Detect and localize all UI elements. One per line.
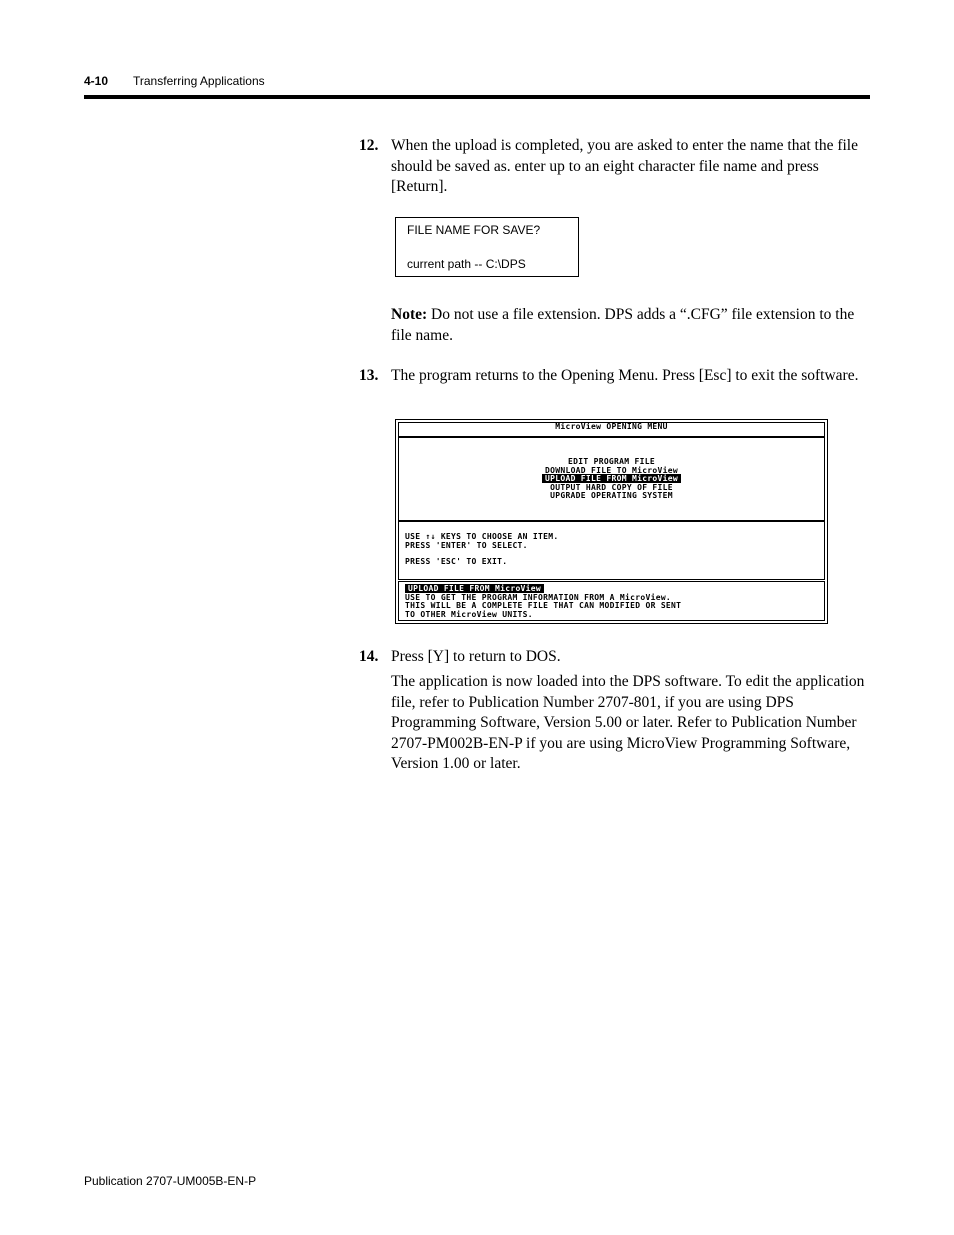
- prompt-line: FILE NAME FOR SAVE?: [407, 223, 541, 237]
- current-path-line: current path -- C:\DPS: [407, 257, 526, 271]
- help-line: USE ↑↓ KEYS TO CHOOSE AN ITEM.: [405, 532, 559, 541]
- step-text: Press [Y] to return to DOS.: [391, 648, 561, 665]
- menu-item[interactable]: OUTPUT HARD COPY OF FILE: [550, 482, 673, 492]
- opening-menu-screenshot: [395, 419, 828, 624]
- step-13: [359, 366, 869, 387]
- description-line: USE TO GET THE PROGRAM INFORMATION FROM A MicroView.: [405, 592, 672, 602]
- menu-item[interactable]: DOWNLOAD FILE TO MicroView: [544, 465, 679, 475]
- section-title: Transferring Applications: [133, 74, 265, 88]
- help-line: PRESS 'ENTER' TO SELECT.: [405, 540, 528, 550]
- step-12: [359, 136, 869, 198]
- note-paragraph: [391, 305, 869, 346]
- help-line: PRESS 'ESC' TO EXIT.: [405, 557, 508, 566]
- step-text: When the upload is completed, you are asked to enter the name that the file should be saved as. enter up to an eight character file name and press [Return].: [391, 137, 858, 195]
- closing-paragraph: The application is now loaded into the DPS software. To edit the application file, refer to Publication Number 2707-801, if you are using DPS Programming Software, Version 5.00 or later. Refer to Publication Number 2707-PM002B-EN-P if you are using MicroView Programming Software, Version 1.00 or later.: [391, 673, 865, 772]
- publication-footer: Publication 2707-UM005B-EN-P: [84, 1174, 257, 1188]
- menu-item[interactable]: UPGRADE OPERATING SYSTEM: [550, 491, 673, 500]
- step-number: 12.: [359, 137, 379, 154]
- file-name-prompt-box: [395, 217, 579, 277]
- screen-help-text: [405, 533, 559, 567]
- page-number: 4-10: [84, 74, 109, 88]
- screen-description: [405, 585, 681, 619]
- step-14: [359, 647, 869, 668]
- description-line: TO OTHER MicroView UNITS.: [405, 609, 533, 619]
- note-label: Note:: [391, 306, 428, 323]
- description-title: UPLOAD FILE FROM MicroView: [405, 584, 544, 593]
- menu-item-selected[interactable]: UPLOAD FILE FROM MicroView: [542, 474, 681, 483]
- screen-title: MicroView OPENING MENU: [555, 422, 668, 431]
- header-rule: [84, 95, 870, 99]
- step-number: 13.: [359, 367, 379, 384]
- step-number: 14.: [359, 648, 379, 665]
- menu-item[interactable]: EDIT PROGRAM FILE: [568, 457, 655, 466]
- screen-menu: [396, 458, 827, 501]
- description-line: THIS WILL BE A COMPLETE FILE THAT CAN MODIFIED OR SENT: [405, 601, 682, 610]
- step-text: The program returns to the Opening Menu. Press [Esc] to exit the software.: [391, 367, 859, 384]
- note-text: Do not use a file extension. DPS adds a “.CFG” file extension to the file name.: [391, 306, 855, 344]
